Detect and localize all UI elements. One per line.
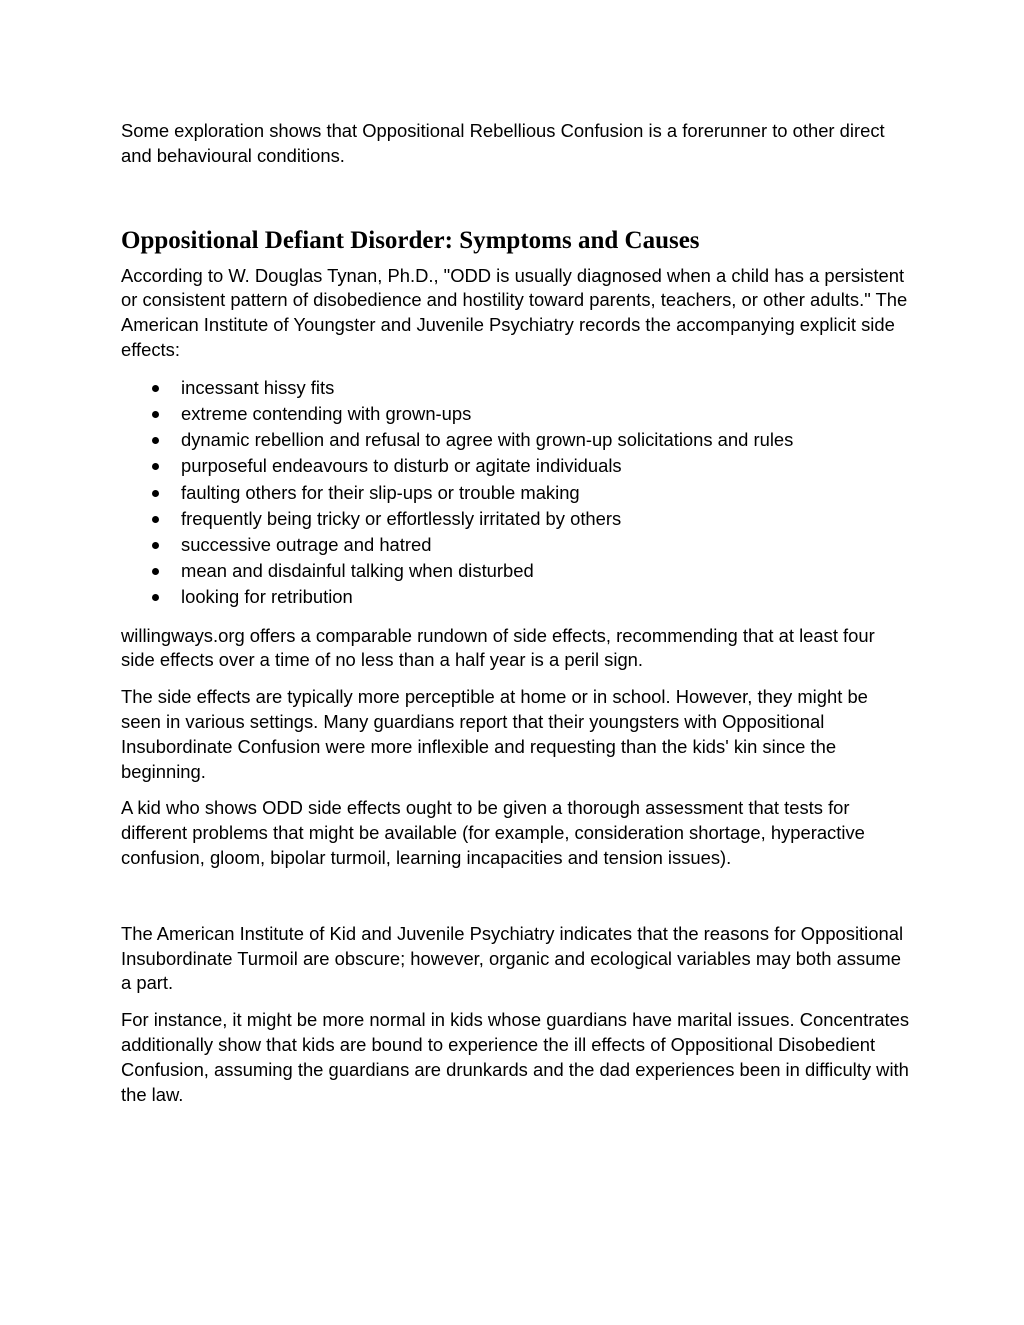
list-item-text: mean and disdainful talking when disturbed xyxy=(181,560,534,582)
list-item xyxy=(121,532,911,558)
list-item xyxy=(121,558,911,584)
symptoms-list xyxy=(121,375,911,611)
bullet-icon xyxy=(152,411,159,418)
paragraph-tynan-quote: According to W. Douglas Tynan, Ph.D., "ODD is usually diagnosed when a child has a persistent or consistent pattern of disobedience and hostility toward parents, teachers, or other adults." The American Institute of Youngster and Juvenile Psychiatry records the accompanying explicit side effects: xyxy=(121,264,908,360)
bullet-icon xyxy=(152,568,159,575)
bullet-icon xyxy=(152,463,159,470)
list-item-text: faulting others for their slip-ups or trouble making xyxy=(181,481,580,503)
list-item xyxy=(121,375,911,401)
bullet-icon xyxy=(152,385,159,392)
paragraph-causes: The American Institute of Kid and Juvenile Psychiatry indicates that the reasons for Oppositional Insubordinate Turmoil are obscure; however, organic and ecological variables may both assume a part. xyxy=(121,922,904,994)
section-heading: Oppositional Defiant Disorder: Symptoms and Causes xyxy=(121,226,700,254)
list-item xyxy=(121,506,911,532)
bullet-icon xyxy=(152,594,159,601)
paragraph-willingways: willingways.org offers a comparable rundown of side effects, recommending that at least four side effects over a time of no less than a half year is a peril sign. xyxy=(121,624,875,671)
bullet-icon xyxy=(152,542,159,549)
bullet-icon xyxy=(152,490,159,497)
list-item xyxy=(121,427,911,453)
list-item xyxy=(121,480,911,506)
paragraph-instance: For instance, it might be more normal in kids whose guardians have marital issues. Concentrates additionally show that kids are bound to experience the ill effects of Oppositional Disobedient Confusion, assuming the guardians are drunkards and the dad experiences been in difficulty with the law. xyxy=(121,1009,910,1105)
list-item xyxy=(121,584,911,610)
paragraph-assessment: A kid who shows ODD side effects ought to be given a thorough assessment that tests for different problems that might be available (for example, consideration shortage, hyperactive confusion, gloom, bipolar turmoil, learning incapacities and tension issues). xyxy=(121,797,865,868)
paragraph-settings: The side effects are typically more perceptible at home or in school. However, they might be seen in various settings. Many guardians report that their youngsters with Oppositional Insubordinate Confusion were more inflexible and requesting than the kids' kin since the beginning. xyxy=(121,686,868,782)
list-item-text: purposeful endeavours to disturb or agitate individuals xyxy=(181,455,622,477)
list-item-text: looking for retribution xyxy=(181,586,353,608)
list-item-text: successive outrage and hatred xyxy=(181,534,432,555)
intro-paragraph: Some exploration shows that Oppositional Rebellious Confusion is a forerunner to other direct and behavioural conditions. xyxy=(121,120,885,166)
list-item xyxy=(121,401,911,427)
document-body xyxy=(121,119,911,1119)
list-item-text: incessant hissy fits xyxy=(181,376,335,398)
list-item xyxy=(121,453,911,479)
bullet-icon xyxy=(152,437,159,444)
list-item-text: dynamic rebellion and refusal to agree with grown-up solicitations and rules xyxy=(181,429,794,451)
list-item-text: frequently being tricky or effortlessly irritated by others xyxy=(181,507,622,529)
list-item-text: extreme contending with grown-ups xyxy=(181,402,472,424)
bullet-icon xyxy=(152,516,159,523)
